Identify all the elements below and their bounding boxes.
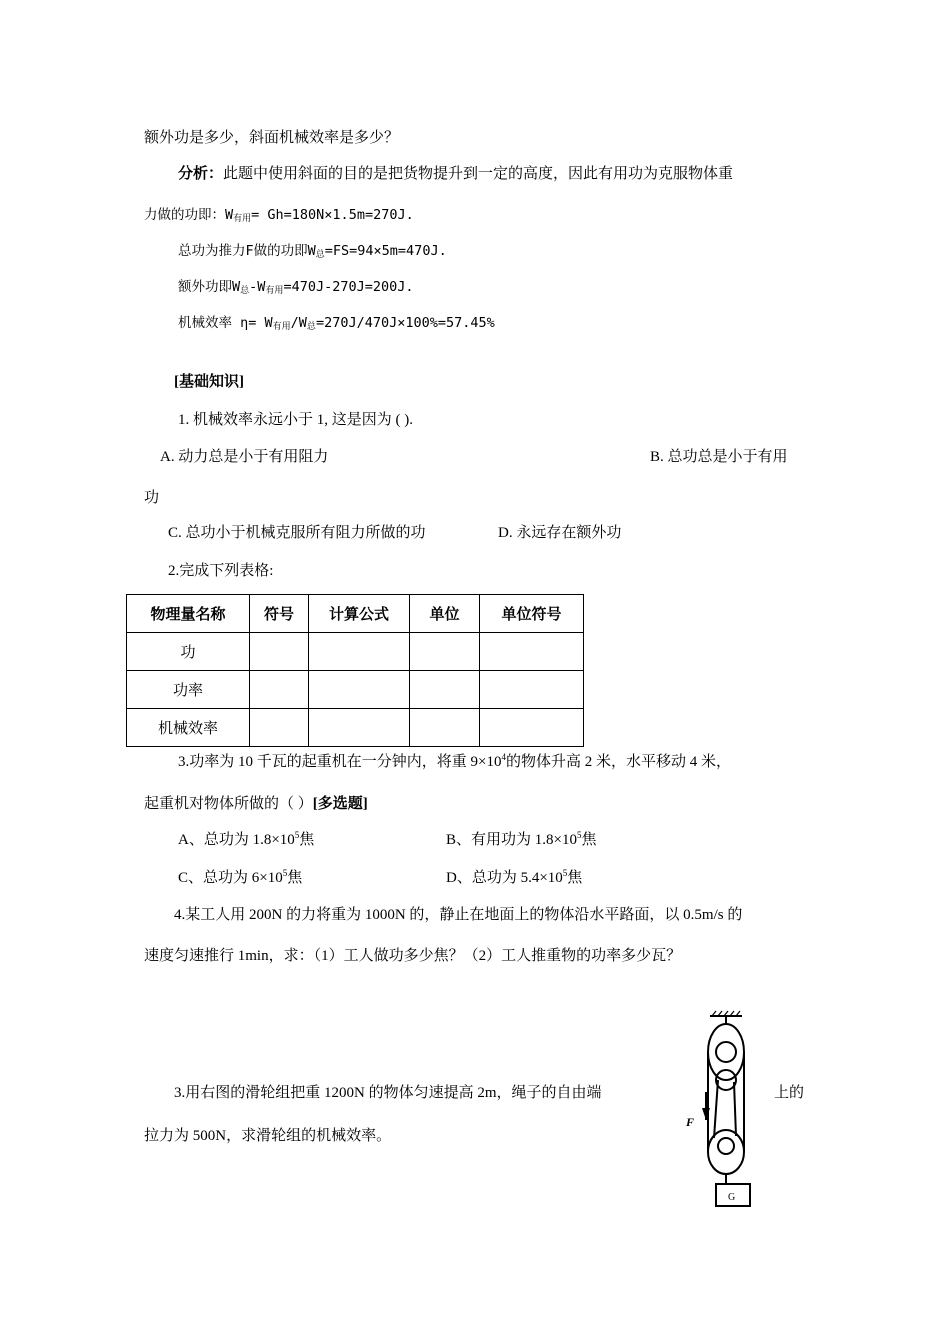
efficiency-slash: /W [290, 315, 307, 331]
q3-stem-text: 起重机对物体所做的（ ） [144, 796, 313, 812]
option-text: 焦 [299, 832, 315, 848]
q1-option-a: A. 动力总是小于有用阻力 [160, 449, 329, 465]
fixed-pulley-inner [716, 1042, 736, 1062]
q5-line-1-tail: 上的 [774, 1085, 805, 1101]
analysis-label: 分析： [178, 166, 224, 182]
q1-stem: 1. 机械效率永远小于 1, 这是因为 ( ). [178, 412, 413, 428]
table-header-cell: 物理量名称 [127, 595, 250, 633]
force-label: F [686, 1115, 695, 1129]
useful-work-text: 力做的功即：W [144, 207, 234, 223]
subscript: 有用 [233, 214, 252, 224]
table-cell [410, 671, 480, 709]
table-cell [250, 709, 309, 747]
rope-inner-right [734, 1082, 736, 1136]
table-header-cell: 符号 [250, 595, 309, 633]
table-cell [410, 633, 480, 671]
efficiency-text: 机械效率 η= W [178, 315, 273, 331]
table-header-cell: 单位符号 [480, 595, 584, 633]
q1-option-c: C. 总功小于机械克服所有阻力所做的功 [168, 525, 426, 541]
q3-stem-line-1 [178, 752, 731, 772]
superscript: 5 [562, 868, 568, 878]
total-work-line [178, 241, 447, 265]
option-text: 焦 [581, 832, 597, 848]
q5-line-1: 3.用右图的滑轮组把重 1200N 的物体匀速提高 2m，绳子的自由端 [174, 1085, 602, 1101]
option-text: 焦 [287, 870, 303, 886]
useful-work-line [144, 205, 414, 229]
option-text: C、总功为 6×10 [178, 870, 283, 886]
q3-stem-line-2 [144, 794, 368, 814]
superscript: 5 [282, 868, 288, 878]
table-row [127, 671, 584, 709]
movable-pulley-small [718, 1138, 734, 1154]
useful-work-formula: = Gh=180N×1.5m=270J. [251, 207, 414, 223]
q1-option-d: D. 永远存在额外功 [498, 525, 622, 541]
table-cell: 功率 [127, 671, 250, 709]
q5-line-2: 拉力为 500N，求滑轮组的机械效率。 [144, 1128, 392, 1144]
q4-line-2: 速度匀速推行 1min，求：（1）工人做功多少焦？（2）工人推重物的功率多少瓦？ [144, 948, 682, 964]
option-text: A、总功为 1.8×10 [178, 832, 295, 848]
fixed-pulley-large [708, 1024, 744, 1080]
table-cell [410, 709, 480, 747]
table-cell [309, 709, 410, 747]
q3-stem-text: 3.功率为 10 千瓦的起重机在一分钟内，将重 9×10 [178, 754, 502, 770]
table-cell [309, 671, 410, 709]
superscript: 5 [294, 830, 300, 840]
section-title: [基础知识] [174, 374, 244, 390]
movable-pulley-large [708, 1130, 744, 1174]
intro-line-1 [144, 128, 399, 148]
physics-quantity-table [126, 594, 584, 747]
q3-option-a [178, 830, 314, 850]
table-header-row [127, 595, 584, 633]
subscript: 有用 [265, 286, 284, 296]
option-text: B、有用功为 1.8×10 [446, 832, 577, 848]
table-cell [480, 633, 584, 671]
table-cell [250, 633, 309, 671]
table-row [127, 633, 584, 671]
table-cell [480, 709, 584, 747]
table-cell [250, 671, 309, 709]
multi-select-tag: [多选题] [312, 796, 368, 812]
subscript: 总 [240, 286, 250, 296]
subscript: 总 [306, 322, 316, 332]
intro-text: 额外功是多少，斜面机械效率是多少？ [144, 130, 400, 146]
efficiency-line [178, 313, 495, 337]
subscript: 总 [315, 250, 325, 260]
rope-inner-left [714, 1080, 718, 1138]
q3-option-b [446, 830, 596, 850]
total-work-formula: =FS=94×5m=470J. [324, 243, 447, 259]
q3-option-d [446, 868, 582, 888]
efficiency-formula: =270J/470J×100%=57.45% [315, 315, 495, 331]
extra-work-minus: -W [249, 279, 266, 295]
q1-option-b-continued: 功 [144, 490, 160, 506]
table-cell: 机械效率 [127, 709, 250, 747]
analysis-text: 此题中使用斜面的目的是把货物提升到一定的高度，因此有用功为克服物体重 [223, 166, 734, 182]
extra-work-text: 额外功即W [178, 279, 241, 295]
analysis-line [178, 164, 733, 184]
option-text: 焦 [567, 870, 583, 886]
pulley-system-diagram [684, 1010, 770, 1210]
table-row [127, 709, 584, 747]
extra-work-formula: =470J-270J=200J. [283, 279, 414, 295]
weight-label: G [728, 1192, 736, 1203]
q1-option-b: B. 总功总是小于有用 [650, 449, 788, 465]
superscript: 5 [576, 830, 582, 840]
table-cell: 功 [127, 633, 250, 671]
option-text: D、总功为 5.4×10 [446, 870, 563, 886]
q2-stem: 2.完成下列表格: [168, 563, 274, 579]
superscript: 4 [501, 752, 506, 762]
q4-line-1: 4.某工人用 200N 的力将重为 1000N 的，静止在地面上的物体沿水平路面，以 0.5m/s 的 [174, 907, 743, 923]
q3-stem-text: 的物体升高 2 米，水平移动 4 米， [505, 754, 731, 770]
table-header-cell: 计算公式 [309, 595, 410, 633]
q3-option-c [178, 868, 302, 888]
table-header-cell: 单位 [410, 595, 480, 633]
total-work-text: 总功为推力F做的功即W [178, 243, 316, 259]
extra-work-line [178, 277, 413, 301]
table-cell [480, 671, 584, 709]
table-cell [309, 633, 410, 671]
subscript: 有用 [272, 322, 291, 332]
